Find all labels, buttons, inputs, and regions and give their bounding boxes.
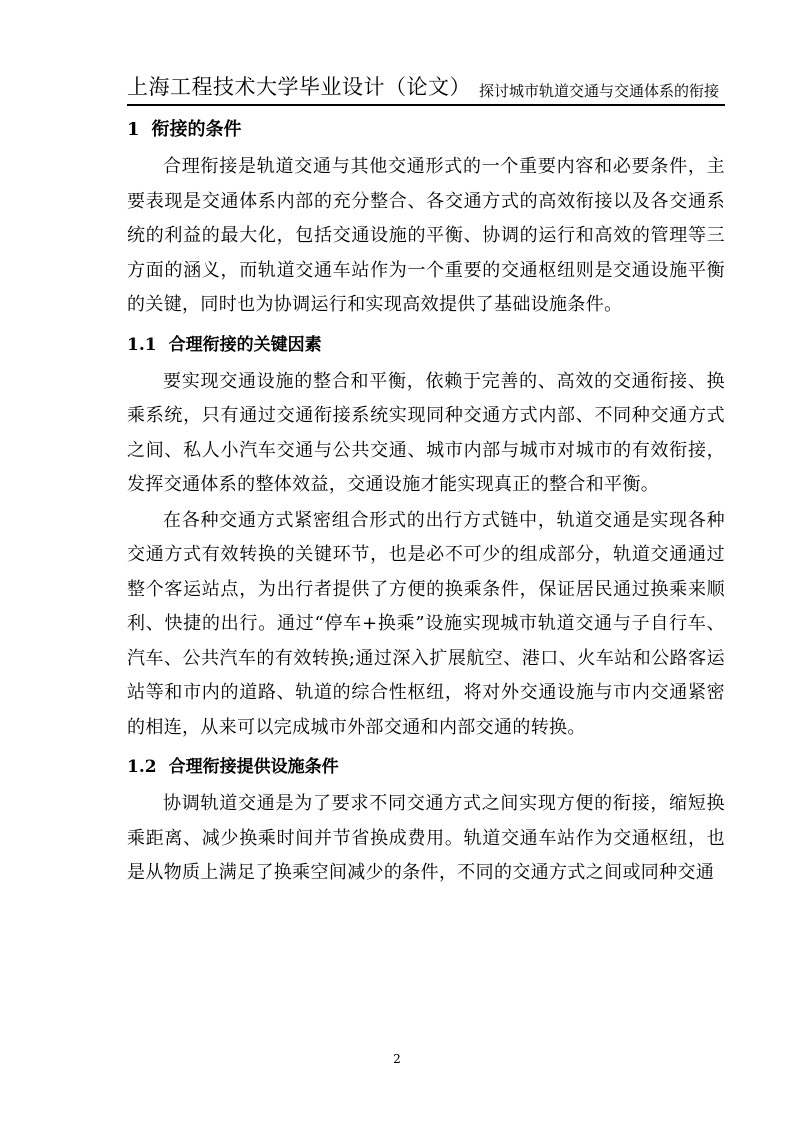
page-body [127,110,725,891]
section-1-1-paragraph-1: 要实现交通设施的整合和平衡，依赖于完善的、高效的交通衔接、换乘系统，只有通过交通衔接系统实现同种交通方式内部、不同种交通方式之间、私人小汽车交通与公共交通、城市内部与城市对城市的有效衔接，发挥交通体系的整体效益，交通设施才能实现真正的整合和平衡。 [127,370,725,495]
header-thesis-title: 探讨城市轨道交通与交通体系的衔接 [478,82,719,100]
section-1-heading [127,110,725,150]
section-1-number: 1 [127,119,140,140]
running-header [127,72,725,106]
section-1-2-paragraph: 协调轨道交通是为了要求不同交通方式之间实现方便的衔接，缩短换乘距离、减少换乘时间并节省换成费用。轨道交通车站作为交通枢纽，也是从物质上满足了换乘空间减少的条件，不同的交通方式之间或同种交通 [127,793,725,883]
section-1-paragraph: 合理衔接是轨道交通与其他交通形式的一个重要内容和必要条件，主要表现是交通体系内部的充分整合、各交通方式的高效衔接以及各交通系统的利益的最大化，包括交通设施的平衡、协调的运行和高效的管理等三方面的涵义，而轨道交通车站作为一个重要的交通枢纽则是交通设施平衡的关键，同时也为协调运行和实现高效提供了基础设施条件。 [127,156,725,315]
section-1-1-number: 1.1 [127,334,157,355]
header-university-title: 上海工程技术大学毕业设计（论文） [127,75,471,99]
page-number: 2 [393,1052,401,1066]
section-1-1-heading [127,325,725,365]
section-1-2-number: 1.2 [127,757,157,777]
section-1-2-heading [127,747,725,787]
section-1-1-paragraph-2: 在各种交通方式紧密组合形式的出行方式链中，轨道交通是实现各种交通方式有效转换的关键环节，也是必不可少的组成部分，轨道交通通过整个客运站点，为出行者提供了方便的换乘条件，保证居民通过换乘来顺利、快捷的出行。通过“停车+换乘”设施实现城市轨道交通与子自行车、汽车、公共汽车的有效转换;通过深入扩展航空、港口、火车站和公路客运站等和市内的道路、轨道的综合性枢纽，将对外交通设施与市内交通紧密的相连，从来可以完成城市外部交通和内部交通的转换。 [127,509,725,738]
section-1-2-title: 合理衔接提供设施条件 [168,757,339,777]
section-1-1-title: 合理衔接的关键因素 [168,334,322,355]
section-1-title: 衔接的条件 [151,119,242,140]
